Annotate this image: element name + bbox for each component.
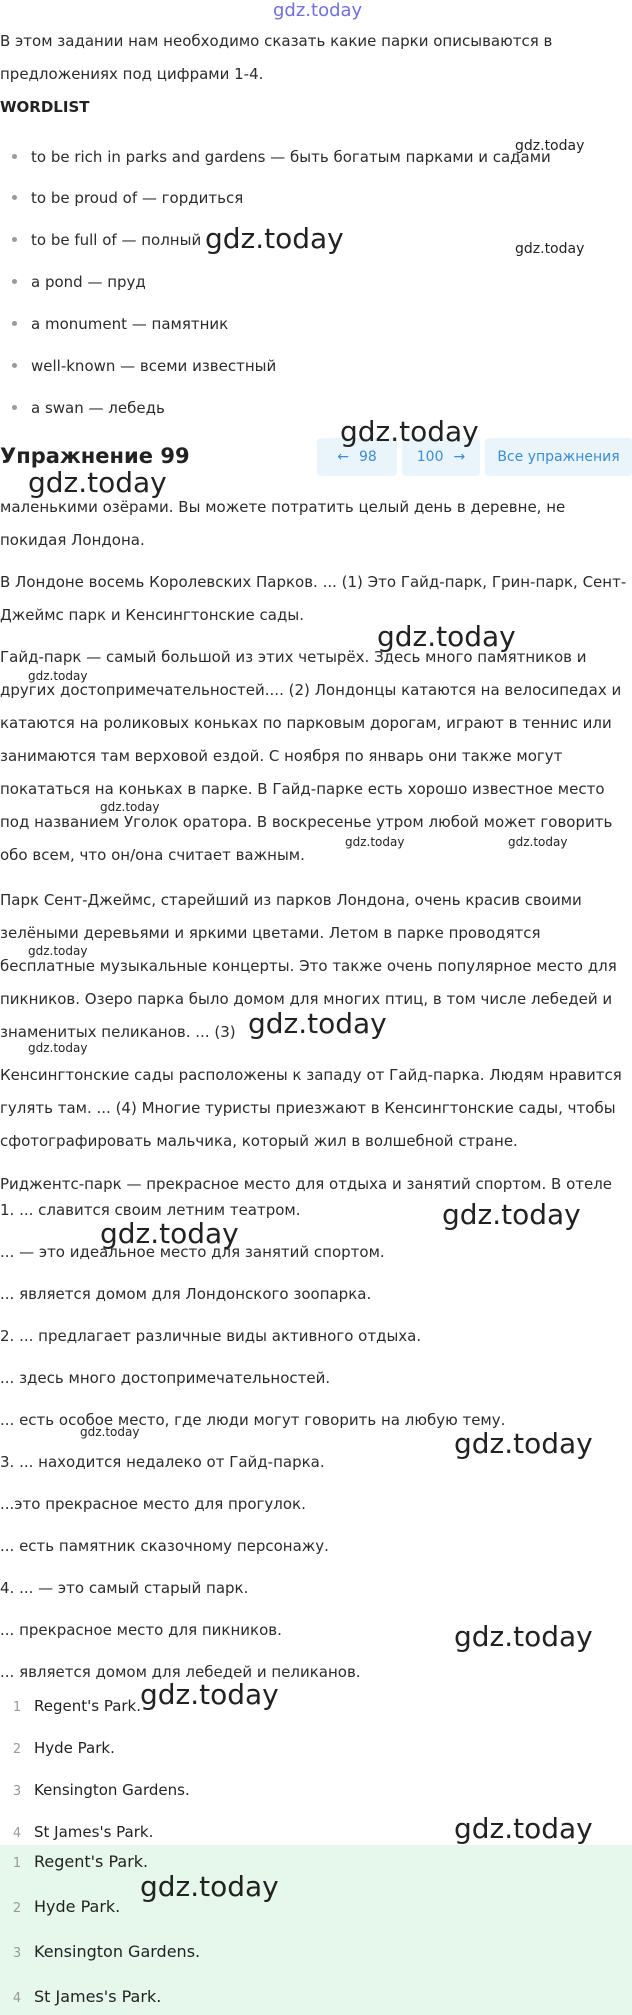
answer-item [0,1823,153,1841]
bullet-icon [12,363,17,368]
answer-number: 4 [12,1991,22,2006]
wordlist-item-text: to be full of — полный [31,231,202,249]
bullet-icon [12,321,17,326]
answer-item [0,1739,115,1757]
statement: 3. ... находится недалеко от Гайд-парка. [0,1453,325,1471]
all-exercises-label: Все упражнения [497,449,620,465]
statement: ... есть особое место, где люди могут говорить на любую тему. [0,1411,506,1429]
exercise-title: Упражнение 99 [0,444,190,468]
answer-text: Kensington Gardens. [34,1781,190,1799]
answer-highlight-item [0,1897,120,1916]
answer-number: 2 [12,1901,22,1916]
answer-item [0,1697,141,1715]
answer-text: Hyde Park. [34,1897,121,1916]
answer-highlight-item [0,1942,200,1961]
wordlist-item-text: to be proud of — гордиться [31,189,244,207]
watermark: gdz.today [273,0,363,21]
answer-number: 3 [12,1946,22,1961]
statement: 2. ... предлагает различные виды активного отдыха. [0,1327,422,1345]
answer-text: Regent's Park. [34,1697,142,1715]
answer-item [0,1781,190,1799]
bullet-icon [12,279,17,284]
wordlist-item-text: a monument — памятник [31,315,229,333]
text-paragraph: Кенсингтонские сады расположены к западу от Гайд-парка. Людям нравится гулять там. ... (4) Многие туристы приезжают в Кенсингтонские сады, чтобы сфотографировать мальчика, который жил в волшебной стране. [0,1066,622,1150]
watermark: gdz.today [377,620,516,653]
bullet-icon [12,154,17,159]
text-paragraph: В Лондоне восемь Королевских Парков. ... (1) Это Гайд-парк, Грин-парк, Сент-Джеймс парк и Кенсингтонские сады. [0,573,627,624]
wordlist-item [0,357,276,377]
answer-number: 3 [12,1784,22,1799]
bullet-icon [12,237,17,242]
intro-text: В этом задании нам необходимо сказать какие парки описываются в предложениях под цифрами 1-4. [0,32,553,83]
answer-text: Regent's Park. [34,1852,149,1871]
next-exercise-label: 100 [416,449,444,465]
watermark: gdz.today [340,415,479,448]
statement: ... — это идеальное место для занятий спортом. [0,1243,385,1261]
answer-text: St James's Park. [34,1823,154,1841]
statement: ...это прекрасное место для прогулок. [0,1495,306,1513]
watermark: gdz.today [515,138,585,154]
answer-number: 1 [12,1856,22,1871]
answer-number: 2 [12,1742,22,1757]
watermark: gdz.today [515,241,585,257]
answer-highlight-item [0,1987,161,2006]
wordlist-item [0,189,243,209]
text-paragraph: Парк Сент-Джеймс, старейший из парков Лондона, очень красив своими зелёными деревьями и яркими цветами. Летом в парке проводятся бесплатные музыкальные концерты. Это также очень популярное место для пикников. Озеро парка было домом для многих птиц, в том числе лебедей и знаменитых пеликанов. ... (3) [0,891,617,1041]
wordlist-item-text: a pond — пруд [31,273,146,291]
wordlist-item-text: well-known — всеми известный [31,357,277,375]
answer-text: Kensington Gardens. [34,1942,201,1961]
statement: ... есть памятник сказочному персонажу. [0,1537,329,1555]
prev-exercise-label: 98 [358,449,377,465]
answer-highlight-item [0,1852,148,1871]
bullet-icon [12,405,17,410]
wordlist-heading: WORDLIST [0,98,90,116]
statement: ... прекрасное место для пикников. [0,1621,282,1639]
watermark: gdz.today [205,222,344,255]
answer-text: St James's Park. [34,1987,162,2006]
all-exercises-button[interactable] [485,438,632,476]
statement: 4. ... — это самый старый парк. [0,1579,249,1597]
wordlist-item [0,315,228,335]
wordlist-item [0,231,201,251]
watermark: gdz.today [442,1198,581,1231]
watermark: gdz.today [454,1620,593,1653]
wordlist-item [0,399,165,419]
wordlist-item-text: to be rich in parks and gardens — быть богатым парками и садами [31,148,551,166]
text-paragraph: Гайд-парк — самый большой из этих четырёх. Здесь много памятников и других достопримечательностей.... (2) Лондонцы катаются на велосипедах и катаются на роликовых коньках по парковым дорогам, играют в теннис или занимаются там верховой ездой. С ноября по январь они также могут покататься на коньках в парке. В Гайд-парке есть хорошо известное место под названием Уголок оратора. В воскресенье утром любой может говорить обо всем, что он/она считает важным. [0,648,622,864]
watermark: gdz.today [28,669,88,683]
bullet-icon [12,195,17,200]
watermark: gdz.today [100,1217,239,1250]
answer-number: 1 [12,1700,22,1715]
watermark: gdz.today [140,1870,279,1903]
arrow-left-icon: ← [337,449,349,465]
statement: ... является домом для Лондонского зоопарка. [0,1285,372,1303]
watermark: gdz.today [345,835,405,849]
watermark: gdz.today [100,800,160,814]
arrow-right-icon: → [453,449,466,465]
watermark: gdz.today [508,835,568,849]
watermark: gdz.today [248,1007,387,1040]
wordlist-item [0,148,551,168]
watermark: gdz.today [28,1041,88,1055]
text-paragraph: Риджентс-парк — прекрасное место для отдыха и занятий спортом. В отеле [0,1175,613,1193]
answer-number: 4 [12,1826,22,1841]
watermark: gdz.today [454,1427,593,1460]
watermark: gdz.today [454,1812,593,1845]
statement: ... является домом для лебедей и пеликанов. [0,1663,361,1681]
statement: ... здесь много достопримечательностей. [0,1369,331,1387]
statement: 1. ... славится своим летним театром. [0,1201,301,1219]
watermark: gdz.today [28,466,167,499]
watermark: gdz.today [80,1425,140,1439]
wordlist-item-text: a swan — лебедь [31,399,165,417]
answer-text: Hyde Park. [34,1739,115,1757]
wordlist-item [0,273,146,293]
text-paragraph: маленькими озёрами. Вы можете потратить целый день в деревне, не покидая Лондона. [0,498,566,549]
watermark: gdz.today [28,944,88,958]
watermark: gdz.today [140,1678,279,1711]
